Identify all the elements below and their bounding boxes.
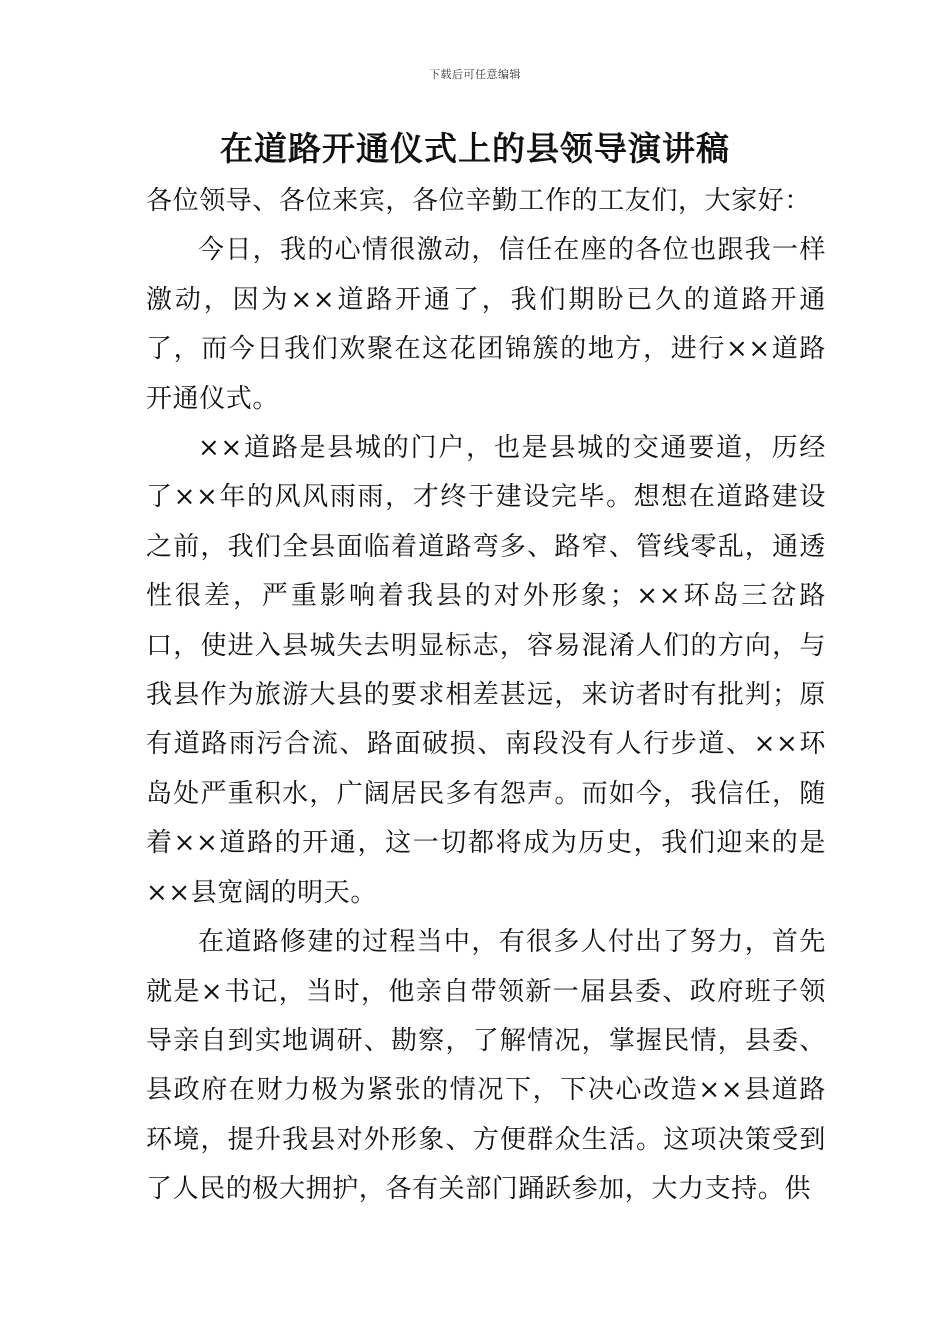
greeting-line: 各位领导、各位来宾，各位辛勤工作的工友们，大家好： bbox=[146, 186, 812, 216]
paragraph-3: 在道路修建的过程当中，有很多人付出了努力，首先就是×书记，当时，他亲自带领新一届县委、政府班子领导亲自到实地调研、勘察，了解情况，掌握民情，县委、县政府在财力极为紧张的情况下，下决心改造××县道路环境，提升我县对外形象、方便群众生活。这项决策受到了人民的极大拥护，各有关部门踊跃参加，大力支持。供 bbox=[146, 927, 826, 1205]
paragraph-1: 今日，我的心情很激动，信任在座的各位也跟我一样激动，因为××道路开通了，我们期盼已久的道路开通了，而今日我们欢聚在这花团锦簇的地方，进行××道路开通仪式。 bbox=[146, 235, 826, 414]
header-note: 下载后可任意编辑 bbox=[429, 68, 521, 81]
document-body bbox=[146, 177, 826, 1215]
paragraph-2: ××道路是县城的门户，也是县城的交通要道，历经了××年的风风雨雨，才终于建设完毕。想想在道路建设之前，我们全县面临着道路弯多、路窄、管线零乱，通透性很差，严重影响着我县的对外形象；××环岛三岔路口，使进入县城失去明显标志，容易混淆人们的方向，与我县作为旅游大县的要求相差甚远，来访者时有批判；原有道路雨污合流、路面破损、南段没有人行步道、××环岛处严重积水，广阔居民多有怨声。而如今，我信任，随着××道路的开通，这一切都将成为历史，我们迎来的是××县宽阔的明天。 bbox=[146, 433, 826, 908]
document-title: 在道路开通仪式上的县领导演讲稿 bbox=[220, 129, 730, 168]
